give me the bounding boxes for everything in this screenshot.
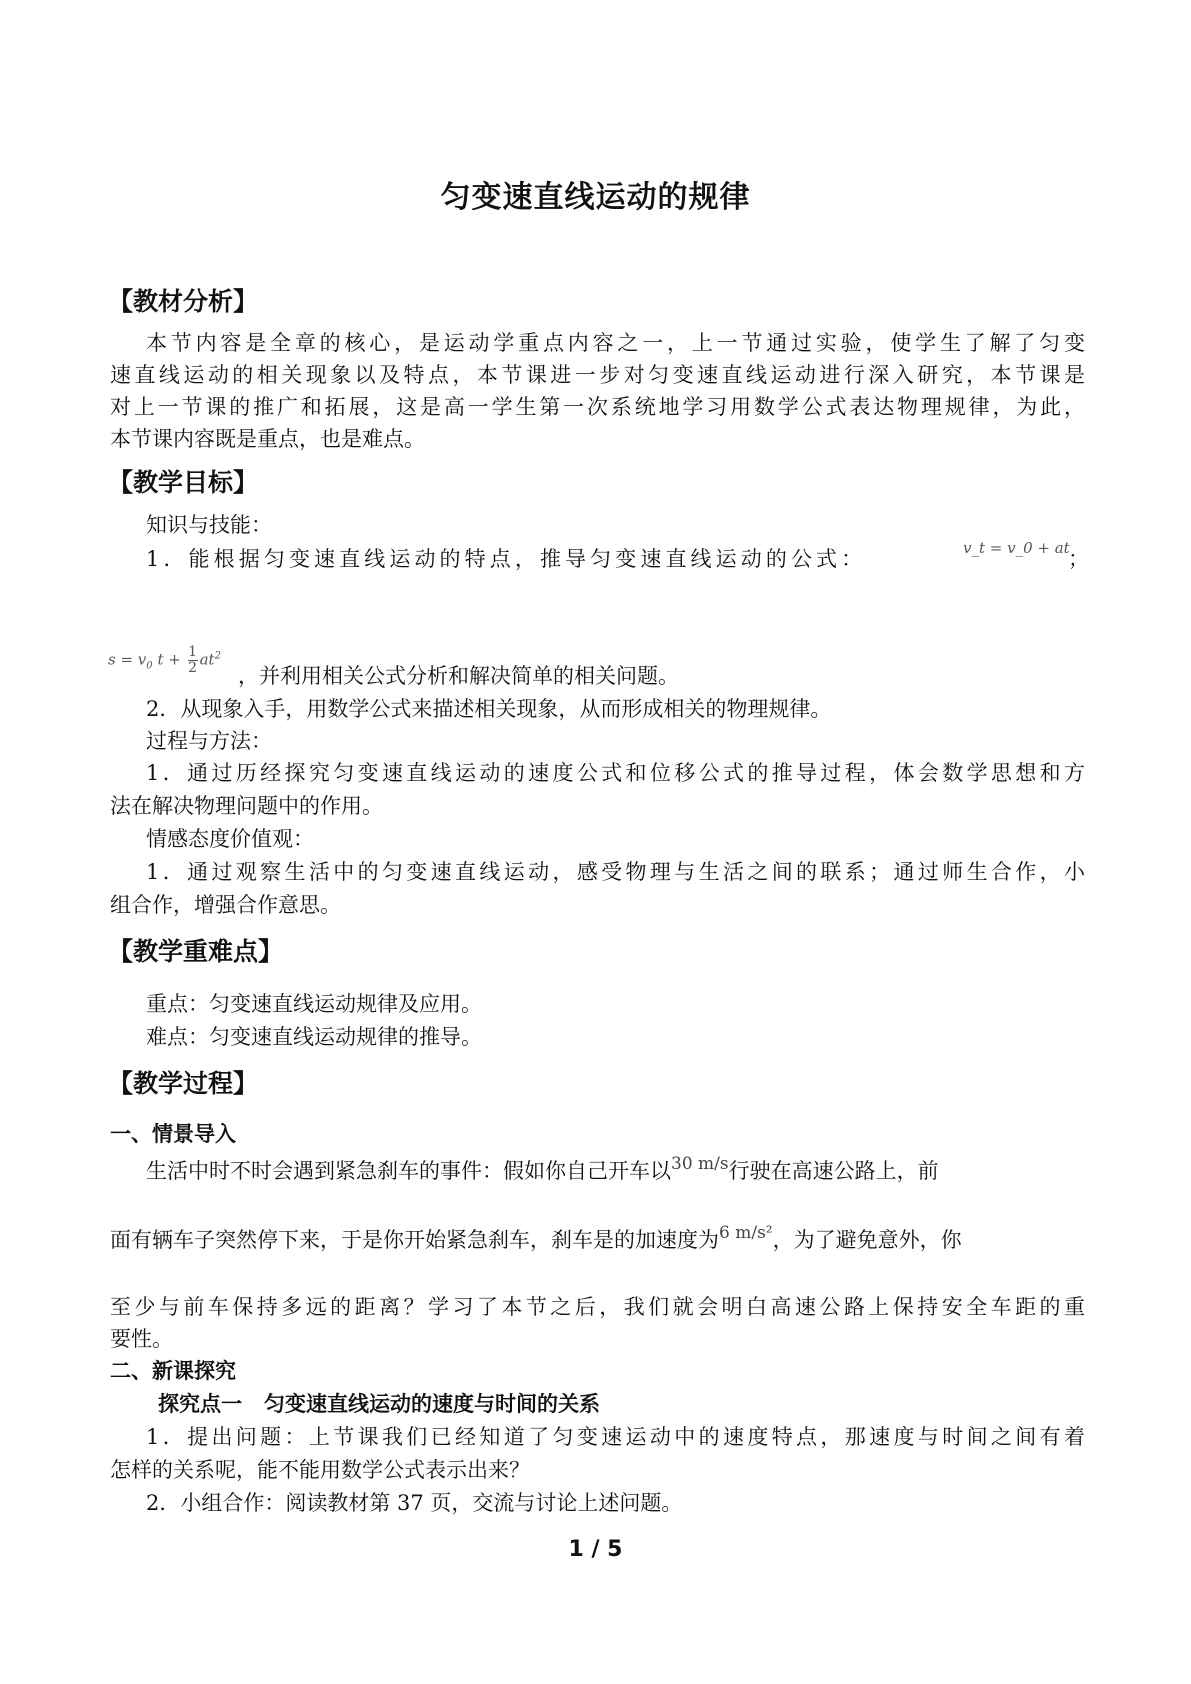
knowledge-label: 知识与技能： [146, 513, 272, 537]
acceleration-value: 6 m/s² [719, 1223, 773, 1243]
goal-item-2: 2．从现象入手，用数学公式来描述相关现象，从而形成相关的物理规律。 [146, 697, 832, 721]
analysis-line-1: 本节内容是全章的核心，是运动学重点内容之一，上一节通过实验，使学生了解了匀变 [146, 331, 1085, 355]
formula-velocity: v_t = v_0 + at [963, 539, 1070, 557]
emotion-item-line-1: 1．通过观察生活中的匀变速直线运动，感受物理与生活之间的联系；通过师生合作，小 [146, 860, 1085, 884]
formula-fraction: $\frac{1}{2}$ [188, 644, 198, 676]
section-heading-key-points: 【教学重难点】 [108, 937, 284, 966]
question-2: 2．小组合作：阅读教材第 37 页，交流与讨论上述问题。 [146, 1491, 683, 1515]
section-heading-process: 【教学过程】 [108, 1069, 259, 1098]
new-lesson-title: 二、新课探究 [110, 1359, 236, 1383]
analysis-line-3: 对上一节课的推广和拓展，这是高一学生第一次系统地学习用数学公式表达物理规律，为此， [110, 395, 1085, 419]
goal-item-1-tail: ，并利用相关公式分析和解决简单的相关问题。 [238, 664, 679, 688]
formula-displacement: $s = v_0$ t + $\frac{1}{2}$ $at^2$ [108, 644, 221, 676]
intro-line-4: 要性。 [110, 1327, 173, 1351]
analysis-line-2: 速直线运动的相关现象以及特点，本节课进一步对匀变速直线运动进行深入研究，本节课是 [110, 363, 1085, 387]
goal-item-1-text: 1．能根据匀变速直线运动的特点，推导匀变速直线运动的公式： [146, 547, 867, 571]
intro-line-2: 面有辆车子突然停下来，于是你开始紧急刹车，刹车是的加速度为$^{6 m/s^2}$，为了避免意外，你 [110, 1223, 962, 1252]
process-method-item-line-2: 法在解决物理问题中的作用。 [110, 794, 383, 818]
question-1-line-1: 1．提出问题：上节课我们已经知道了匀变速运动中的速度特点，那速度与时间之间有着 [146, 1425, 1085, 1449]
section-heading-analysis: 【教材分析】 [108, 287, 259, 316]
emotion-item-line-2: 组合作，增强合作意思。 [110, 893, 341, 917]
goal-item-1-semicolon: ； [1068, 547, 1089, 571]
process-method-item-line-1: 1．通过历经探究匀变速直线运动的速度公式和位移公式的推导过程，体会数学思想和方 [146, 761, 1085, 785]
analysis-line-4: 本节课内容既是重点，也是难点。 [110, 427, 425, 451]
intro-line-3: 至少与前车保持多远的距离？学习了本节之后，我们就会明白高速公路上保持安全车距的重 [110, 1295, 1085, 1319]
page-number: 1 / 5 [568, 1537, 623, 1562]
emotion-label: 情感态度价值观： [146, 827, 314, 851]
speed-value: 30 m/s [671, 1154, 729, 1174]
process-method-label: 过程与方法： [146, 729, 272, 753]
intro-title: 一、情景导入 [110, 1122, 236, 1146]
section-heading-goals: 【教学目标】 [108, 468, 259, 497]
explore-point-heading: 探究点一 匀变速直线运动的速度与时间的关系 [158, 1392, 600, 1416]
question-1-line-2: 怎样的关系呢，能不能用数学公式表示出来？ [110, 1458, 530, 1482]
intro-line-1: 生活中时不时会遇到紧急刹车的事件：假如你自己开车以$^{30 m/s}$行驶在高速公路上，前 [146, 1154, 939, 1183]
difficult-point: 难点：匀变速直线运动规律的推导。 [146, 1025, 482, 1049]
key-point: 重点：匀变速直线运动规律及应用。 [146, 992, 482, 1016]
document-title: 匀变速直线运动的规律 [440, 180, 751, 215]
